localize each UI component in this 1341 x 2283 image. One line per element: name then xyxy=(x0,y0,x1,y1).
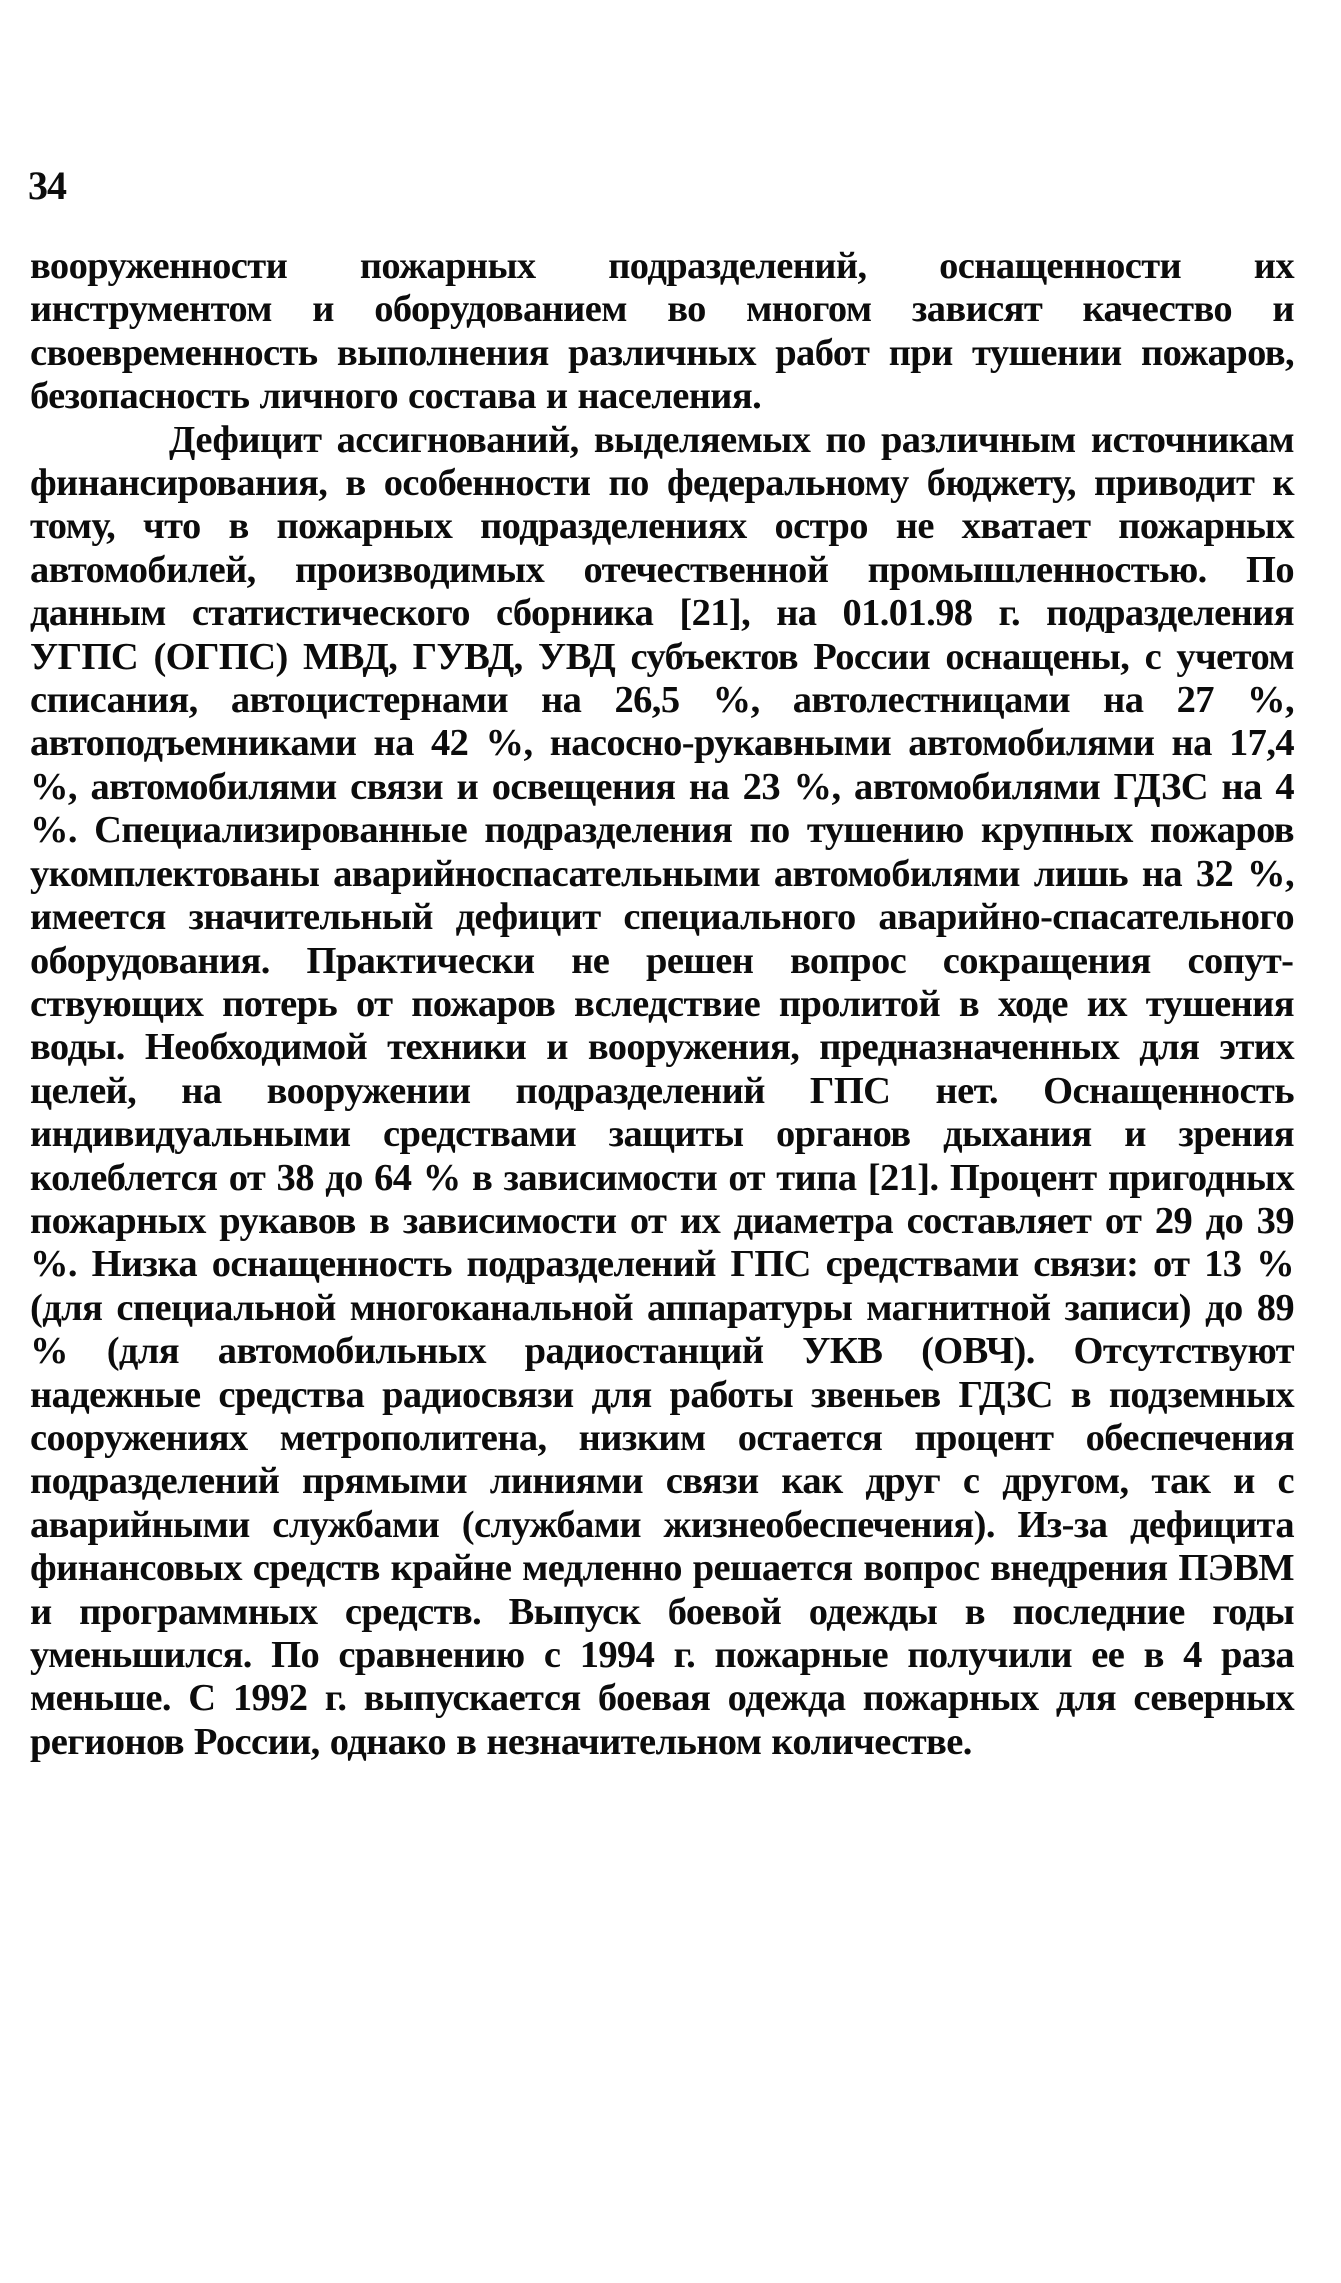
body-text xyxy=(30,245,1294,1764)
page-number: 34 xyxy=(28,163,66,208)
paragraph-funding-deficit: Дефицит ассигнований, выделяемых по различным источникам финансирования, в особенности по федеральному бюджету, приводит к тому, что в пожарных подразделениях остро не хватает пожарных автомобилей, производимых отечественной промышленностью. По данным статистического сборника [21], на 01.01.98 г. подразделения УГПС (ОГПС) МВД, ГУВД, УВД субъектов России оснащены, с учетом списания, автоцистернами на 26,5 %, автолестницами на 27 %, автоподъемниками на 42 %, насосно-рукавными автомобилями на 17,4 %, автомобилями связи и освещения на 23 %, автомобилями ГДЗС на 4 %. Специализированные подразделения по тушению крупных пожаров укомплектованы аварийноспасательными автомобилями лишь на 32 %, имеется значительный дефицит специального аварийно-спасательного оборудования. Практически не решен вопрос сокращения сопутствующих потерь от пожаров вследствие пролитой в ходе их тушения воды. Необходимой техники и вооружения, предназначенных для этих целей, на вооружении подразделений ГПС нет. Оснащенность индивидуальными средствами защиты органов дыхания и зрения колеблется от 38 до 64 % в зависимости от типа [21]. Процент пригодных пожарных рукавов в зависимости от их диаметра составляет от 29 до 39 %. Низка оснащенность подразделений ГПС средствами связи: от 13 % (для специальной многоканальной аппаратуры магнитной записи) до 89 % (для автомобильных радиостанций УКВ (ОВЧ). Отсутствуют надежные средства радиосвязи для работы звеньев ГДЗС в подземных сооружениях метрополитена, низким остается процент обеспечения подразделений прямыми линиями связи как друг с другом, так и с аварийными службами (службами жизнеобеспечения). Из-за дефицита финансовых средств крайне медленно решается вопрос внедрения ПЭВМ и программных средств. Выпуск боевой одежды в последние годы уменьшился. По сравнению с 1994 г. пожарные получили ее в 4 раза меньше. С 1992 г. выпускается боевая одежда пожарных для северных регионов России, однако в незначительном количестве. xyxy=(30,418,1294,1763)
paragraph-continuation: вооруженности пожарных подразделений, оснащенности их инструментом и оборудованием во многом зависят качество и своевременность выполнения различных работ при тушении пожаров, безопасность личного состава и населения. xyxy=(30,245,1294,418)
